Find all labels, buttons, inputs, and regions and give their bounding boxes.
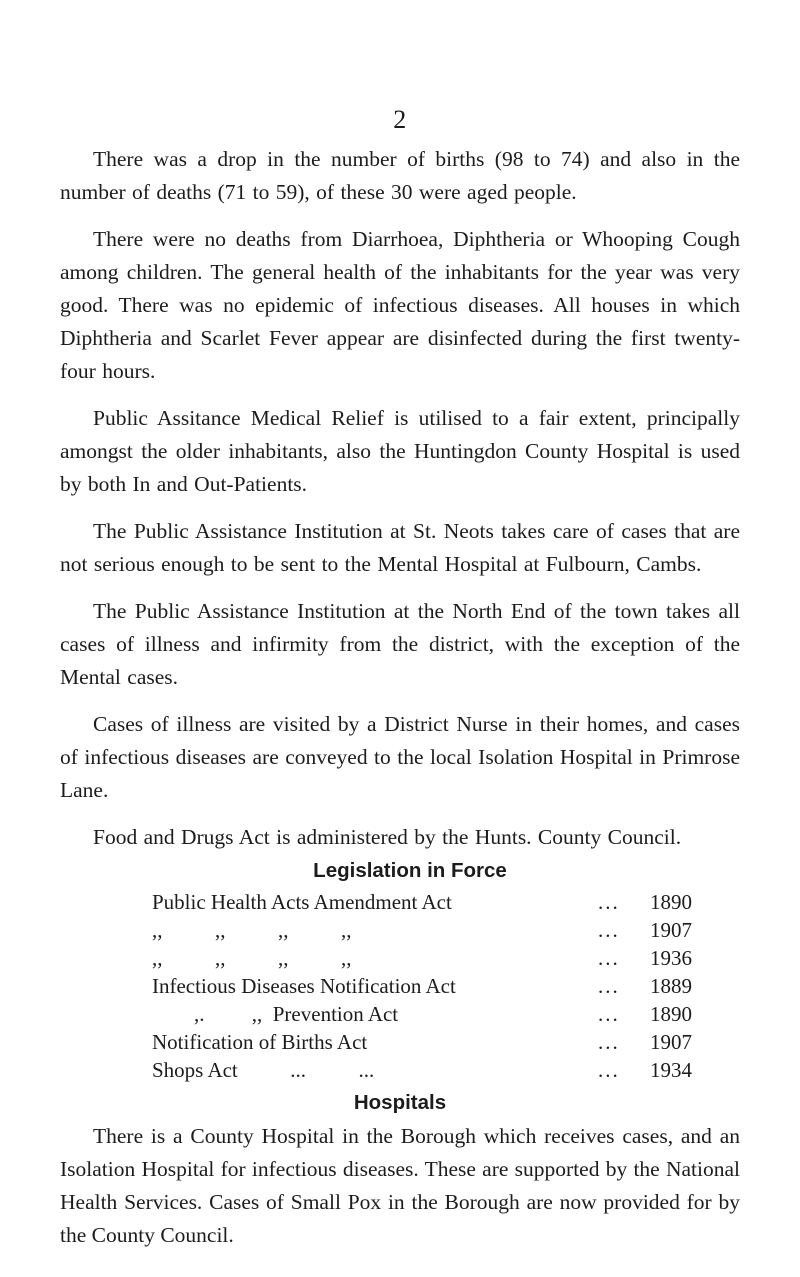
act-leader-dots: ... — [598, 1030, 620, 1054]
paragraph-north-end-institution: The Public Assistance Institution at the North End of the town takes all cases of illness and infirmity from the district, with the exception of the Mental cases. — [60, 599, 740, 689]
act-leader-dots: ... — [598, 974, 620, 998]
act-name-ditto: ,, ,, ,, ,, — [152, 918, 352, 942]
hospitals-heading: Hospitals — [353, 1091, 447, 1114]
paragraph-food-drugs-act: Food and Drugs Act is administered by the Hunts. County Council. — [93, 825, 682, 849]
act-name: Shops Act ... ... — [152, 1058, 375, 1082]
act-row — [152, 1002, 712, 1030]
act-leader-dots: ... — [598, 1058, 620, 1082]
act-leader-dots: ... — [598, 918, 620, 942]
act-name: ,. ,, Prevention Act — [152, 1002, 399, 1026]
act-row — [152, 918, 712, 946]
act-year: 1890 — [650, 890, 692, 914]
paragraph-births-deaths: There was a drop in the number of births (98 to 74) and also in the number of deaths (71 to 59), of these 30 were aged people. — [60, 147, 740, 204]
paragraph-district-nurse: Cases of illness are visited by a District Nurse in their homes, and cases of infectious diseases are conveyed to the local Isolation Hospital in Primrose Lane. — [60, 712, 740, 802]
legislation-list — [152, 890, 712, 1086]
paragraph-deaths-children: There were no deaths from Diarrhoea, Diphtheria or Whooping Cough among children. The general health of the inhabitants for the year was very good. There was no epidemic of infectious diseases. All houses in which Diphtheria and Scarlet Fever appear are disinfected during the first twenty-four hours. — [60, 227, 740, 383]
act-row — [152, 946, 712, 974]
act-name-ditto: ,, ,, ,, ,, — [152, 946, 352, 970]
paragraph-hospitals: There is a County Hospital in the Borough which receives cases, and an Isolation Hospital for infectious diseases. These are supported by the National Health Services. Cases of Small Pox in the Borough are now provided for by the County Council. — [60, 1124, 740, 1247]
act-year: 1934 — [650, 1058, 692, 1082]
act-leader-dots: ... — [598, 1002, 620, 1026]
act-name: Public Health Acts Amendment Act — [152, 890, 452, 914]
act-year: 1936 — [650, 946, 692, 970]
act-row — [152, 1058, 712, 1086]
act-row — [152, 1030, 712, 1058]
act-year: 1907 — [650, 918, 692, 942]
act-row — [152, 974, 712, 1002]
act-year: 1907 — [650, 1030, 692, 1054]
paragraph-st-neots-institution: The Public Assistance Institution at St. Neots takes care of cases that are not serious enough to be sent to the Mental Hospital at Fulbourn, Cambs. — [60, 519, 740, 576]
act-leader-dots: ... — [598, 946, 620, 970]
act-name: Notification of Births Act — [152, 1030, 368, 1054]
act-leader-dots: ... — [598, 890, 620, 914]
legislation-heading: Legislation in Force — [313, 859, 507, 882]
act-name: Infectious Diseases Notification Act — [152, 974, 456, 998]
act-year: 1889 — [650, 974, 692, 998]
page-number: 2 — [393, 105, 407, 134]
act-year: 1890 — [650, 1002, 692, 1026]
paragraph-medical-relief: Public Assitance Medical Relief is utilised to a fair extent, principally amongst the older inhabitants, also the Huntingdon County Hospital is used by both In and Out-Patients. — [60, 406, 740, 496]
act-row — [152, 890, 712, 918]
document-body — [60, 143, 740, 1252]
